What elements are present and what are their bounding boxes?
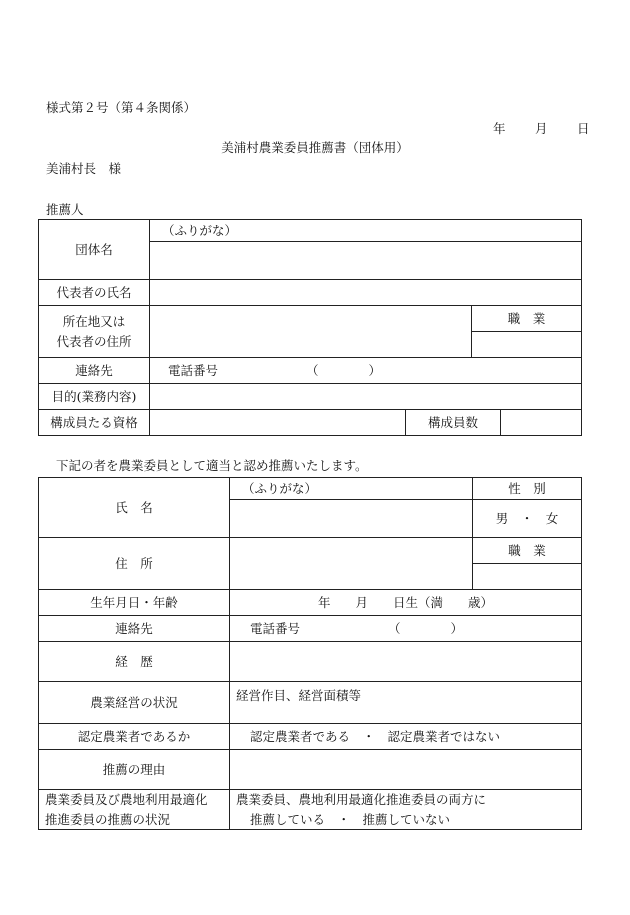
certified-options[interactable]: 認定農業者である ・ 認定農業者ではない [230,724,582,750]
certified-label: 認定農業者であるか [39,724,230,750]
career-label: 経 歴 [39,642,230,682]
candidate-furigana-field[interactable] [230,478,473,500]
rep-name-label: 代表者の氏名 [39,280,150,306]
farm-status-label: 農業経営の状況 [39,682,230,724]
phone-paren: （ ） [306,362,382,378]
intro-text: 下記の者を農業委員として適当と認め推薦いたします。 [56,458,368,473]
furigana-label: （ふりがな） [162,222,238,238]
candidate-phone-paren: （ ） [388,620,464,636]
birth-label: 生年月日・年齢 [39,590,230,616]
candidate-phone-field[interactable] [230,616,582,642]
date-month-label: 月 [535,121,548,136]
purpose-field[interactable] [150,384,582,410]
candidate-phone-label: 電話番号 [250,620,301,636]
candidate-name-label: 氏 名 [39,478,230,538]
address-label-line2: 代表者の住所 [56,333,132,349]
org-furigana-field[interactable] [150,220,582,242]
dual-label-line2: 推進委員の推薦の状況 [45,811,171,827]
purpose-label: 目的(業務内容) [39,384,150,410]
org-name-field[interactable] [150,242,582,280]
farm-status-hint: 経営作目、経営面積等 [236,688,362,703]
date-day-label: 日 [577,121,590,136]
member-count-label: 構成員数 [406,410,501,436]
gender-options[interactable]: 男 ・ 女 [473,500,582,538]
occupation-label: 職 業 [472,306,582,332]
addressee: 美浦村長 様 [46,161,122,176]
dual-text-line2[interactable]: 推薦している ・ 推薦していない [250,811,451,827]
recommender-table [38,219,582,436]
candidate-table [38,477,582,830]
contact-label: 連絡先 [39,358,150,384]
career-field[interactable] [230,642,582,682]
farm-status-field[interactable] [230,682,582,724]
candidate-name-field[interactable] [230,500,473,538]
gender-label: 性 別 [473,478,582,500]
candidate-address-field[interactable] [230,538,473,590]
qualification-label: 構成員たる資格 [39,410,150,436]
address-label-line1: 所在地又は [62,314,126,330]
address-field[interactable] [150,306,472,358]
phone-field[interactable] [150,358,582,384]
candidate-occupation-field[interactable] [473,564,582,590]
recommender-section-label: 推薦人 [46,202,84,217]
dual-label-line1: 農業委員及び農地利用最適化 [45,792,208,808]
date-year-label: 年 [493,121,506,136]
org-name-label: 団体名 [39,220,150,280]
dual-recommend-field[interactable] [230,790,582,830]
birth-field[interactable]: 年 月 日生（満 歳） [230,590,582,616]
dual-text-line1: 農業委員、農地利用最適化推進委員の両方に [236,792,487,808]
occupation-field[interactable] [472,332,582,358]
address-label [39,306,150,358]
candidate-furigana-label: （ふりがな） [242,480,318,496]
document-title: 美浦村農業委員推薦書（団体用） [221,140,409,155]
form-number: 様式第２号（第４条関係） [46,100,197,115]
reason-field[interactable] [230,750,582,790]
member-count-field[interactable] [501,410,582,436]
candidate-contact-label: 連絡先 [39,616,230,642]
candidate-occupation-label: 職 業 [473,538,582,564]
reason-label: 推薦の理由 [39,750,230,790]
rep-name-field[interactable] [150,280,582,306]
candidate-address-label: 住 所 [39,538,230,590]
phone-label: 電話番号 [168,362,219,378]
dual-recommend-label [39,790,230,830]
qualification-field[interactable] [150,410,406,436]
